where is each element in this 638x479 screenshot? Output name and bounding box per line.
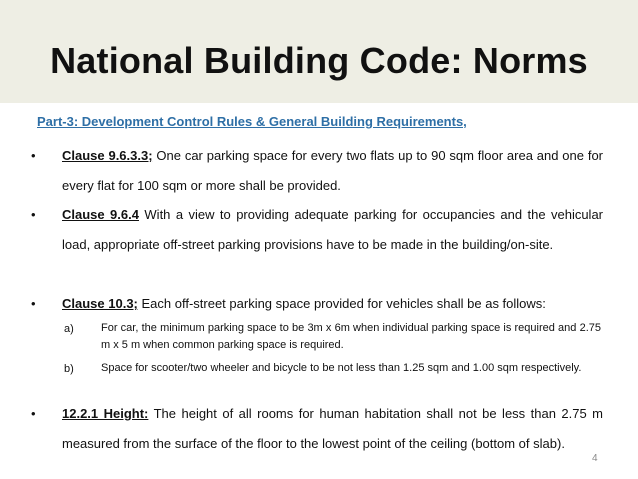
bullet-marker: • [31,296,36,311]
bullet-height-12-2-1 [62,399,603,458]
slide-subtitle: Part-3: Development Control Rules & General Building Requirements, [37,114,467,129]
subitem-letter-a: a) [64,323,74,335]
clause-reference: Clause 9.6.3.3; [62,148,153,163]
subitem-text-a: For car, the minimum parking space to be 3m x 6m when individual parking space is required and 2.75 m x 5 m when common parking space is required. [101,322,601,351]
bullet-clause-10-3 [62,289,603,319]
page-number: 4 [592,453,598,464]
bullet-marker: • [31,406,36,421]
subitem-letter-b: b) [64,363,74,375]
clause-text: Each off-street parking space provided for vehicles shall be as follows: [137,296,546,311]
clause-text: The height of all rooms for human habitation shall not be less than 2.75 m measured from the surface of the floor to the lowest point of the ceiling (bottom of slab). [62,406,603,451]
subitem-text-b: Space for scooter/two wheeler and bicycle to be not less than 1.25 sqm and 1.00 sqm respectively. [101,362,582,374]
clause-text: One car parking space for every two flats up to 90 sqm floor area and one for every flat for 100 sqm or more shall be provided. [62,148,603,193]
slide-title: National Building Code: Norms [50,40,588,81]
bullet-marker: • [31,148,36,163]
clause-text: With a view to providing adequate parking for occupancies and the vehicular load, appropriate off-street parking provisions have to be made in the building/on-site. [62,207,604,252]
bullet-marker: • [31,207,36,222]
clause-reference: 12.2.1 Height: [62,406,149,421]
bullet-clause-9-6-3-3 [62,141,603,200]
bullet-clause-9-6-4 [62,200,603,259]
clause-reference: Clause 9.6.4 [62,207,139,222]
clause-reference: Clause 10.3; [62,296,138,311]
